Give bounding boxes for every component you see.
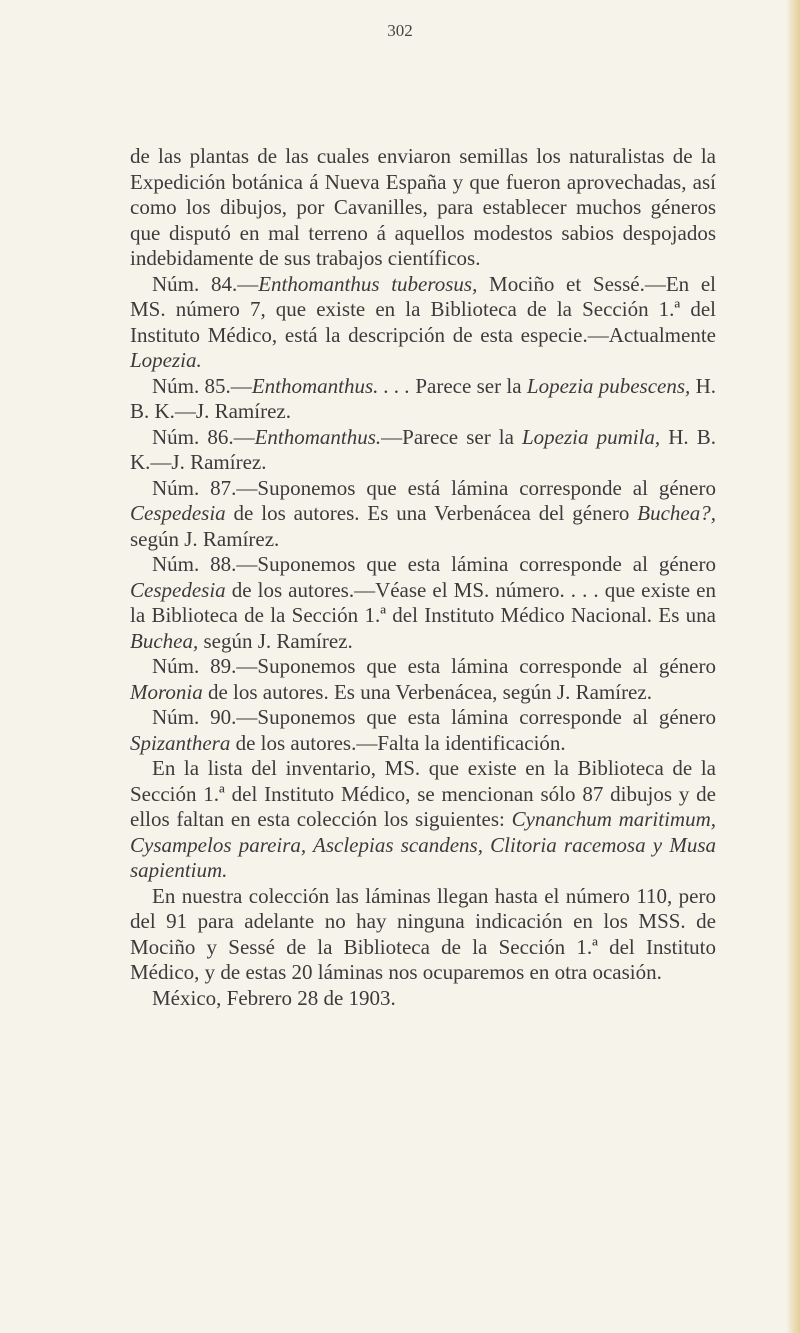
text-run: Núm. 84.— bbox=[152, 271, 259, 296]
italic-run: Enthomanthus tuberosus, bbox=[258, 271, 478, 296]
text-run: según J. Ramírez. bbox=[130, 526, 280, 551]
text-run: Núm. 90.—Suponemos que esta lámina corresponde al género bbox=[152, 705, 716, 729]
text-run: —Parece ser la bbox=[381, 424, 522, 449]
paragraph bbox=[130, 756, 716, 884]
body-text bbox=[130, 144, 716, 1011]
italic-run: Buchea?, bbox=[637, 501, 716, 525]
text-run: de los autores. Es una Verbenácea, según J. Ramírez. bbox=[202, 679, 652, 704]
paragraph bbox=[130, 884, 716, 986]
paragraph bbox=[130, 552, 716, 654]
page-edge bbox=[786, 0, 800, 1333]
text-run: de las plantas de las cuales enviaron semillas los naturalistas de la Expedición botánica á Nueva España y que fueron aprovechadas, así como los dibujos, por Cavanilles, para establecer muchos géneros que disputó en mal terreno á aquellos modestos sabios despojados indebidamente de sus trabajos científicos. bbox=[130, 144, 716, 270]
italic-run: Lopezia pumila, bbox=[522, 424, 661, 449]
text-run: de los autores.—Véase el MS. número. . . . que existe en la Biblioteca de la Sección 1.ª del Instituto Médico Nacional. Es una bbox=[130, 577, 716, 627]
italic-run: Buchea, bbox=[130, 628, 199, 653]
text-run: de los autores.—Falta la identificación. bbox=[230, 730, 566, 755]
paragraph bbox=[130, 144, 716, 272]
text-run: según J. Ramírez. bbox=[198, 628, 353, 653]
text-run: Núm. 86.— bbox=[152, 424, 255, 449]
text-run: de los autores. Es una Verbenácea del género bbox=[225, 501, 638, 525]
paragraph bbox=[130, 476, 716, 553]
italic-run: Enthomanthus. . . . bbox=[251, 373, 411, 398]
text-run: Núm. 88.—Suponemos que esta lámina corresponde al género bbox=[152, 552, 716, 576]
paragraph bbox=[130, 705, 716, 756]
italic-run: Cynanchum maritimum, Cysampelos pareira, Asclepias scandens, Clitoria racemosa y Musa sapientium. bbox=[130, 807, 716, 882]
paragraph bbox=[130, 374, 716, 425]
text-run: Núm. 85.— bbox=[152, 373, 252, 398]
text-run: En la lista del inventario, MS. que existe en la Biblioteca de la Sección 1.ª del Instituto Médico, se mencionan sólo 87 dibujos y de ellos faltan en esta colección los siguientes: bbox=[130, 756, 716, 831]
text-run: Núm. 89.—Suponemos que esta lámina corresponde al género bbox=[152, 654, 716, 678]
signature-line bbox=[130, 986, 716, 1012]
italic-run: Lopezia pubescens, bbox=[526, 373, 691, 398]
italic-run: Moronia bbox=[130, 679, 203, 704]
text-run: México, Febrero 28 de 1903. bbox=[152, 985, 396, 1010]
text-run: H. B. K.—J. Ramírez. bbox=[130, 373, 716, 423]
italic-run: Spizanthera bbox=[130, 730, 231, 755]
text-run: En nuestra colección las láminas llegan hasta el número 110, pero del 91 para adelante no hay ninguna indicación en los MSS. de Mociño y Sessé de la Biblioteca de la Sección 1.ª del Instituto Médico, y de estas 20 láminas nos ocuparemos en otra ocasión. bbox=[130, 883, 716, 984]
paragraph bbox=[130, 272, 716, 374]
page-number: 302 bbox=[387, 21, 413, 40]
italic-run: Enthomanthus. bbox=[254, 424, 382, 449]
paragraph bbox=[130, 425, 716, 476]
italic-run: Cespedesia bbox=[130, 501, 226, 525]
italic-run: Lopezia. bbox=[130, 348, 202, 372]
italic-run: Cespedesia bbox=[130, 577, 226, 602]
paragraph bbox=[130, 654, 716, 705]
text-run: H. B. K.—J. Ramírez. bbox=[130, 424, 716, 474]
text-run: Núm. 87.—Suponemos que está lámina corresponde al género bbox=[152, 475, 716, 500]
text-run: Parece ser la bbox=[410, 373, 527, 398]
text-run: Mociño et Sessé.—En el MS. número 7, que existe en la Biblioteca de la Sección 1.ª del Instituto Médico, está la descripción de esta especie.—Actualmente bbox=[130, 271, 716, 347]
